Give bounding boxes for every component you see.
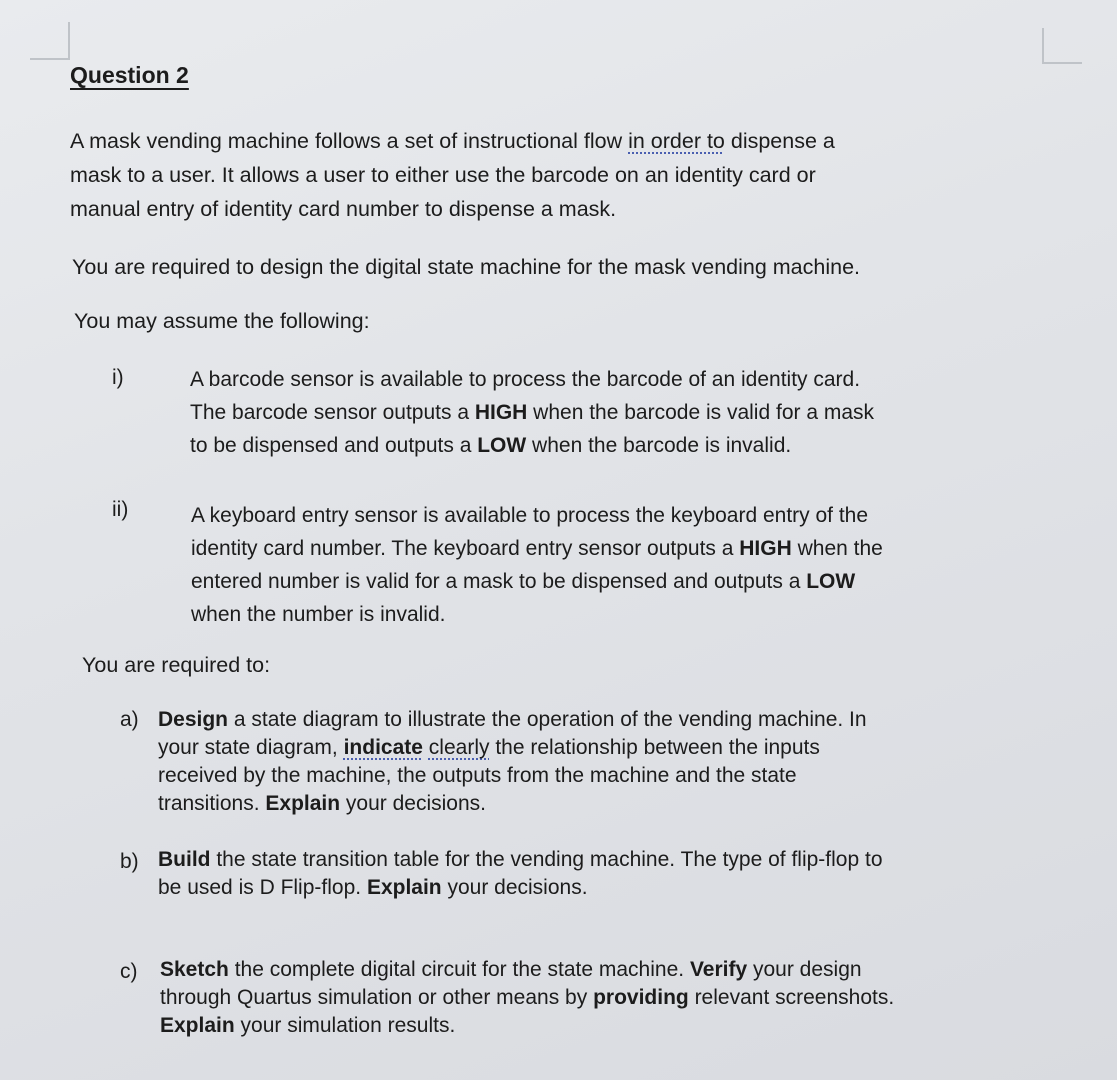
task-label: a) bbox=[120, 708, 139, 731]
question-title: Question 2 bbox=[70, 62, 189, 88]
grammar-marked-phrase: in order to bbox=[628, 129, 725, 153]
grammar-marked-word: clearly bbox=[428, 736, 490, 759]
assumption-text: A barcode sensor is available to process the barcode of an identity card. The barcode sensor outputs a HIGH when the barcode is valid for a mask to be dispensed and outputs a LOW when the barcode is invalid. bbox=[190, 368, 875, 457]
intro-line-1: A mask vending machine follows a set of instructional flow in order to dispense a bbox=[70, 129, 835, 153]
intro-paragraph bbox=[70, 124, 835, 226]
page-corner-mark-top-right bbox=[1042, 62, 1082, 64]
task-label: b) bbox=[120, 850, 139, 873]
assumption-text: A keyboard entry sensor is available to process the keyboard entry of the identity card number. The keyboard entry sensor outputs a HIGH when the entered number is valid for a mask to be dispensed and outputs a LOW when the number is invalid. bbox=[191, 504, 883, 626]
task-text: Build the state transition table for the vending machine. The type of flip-flop to be used is D Flip-flop. Explain your decisions. bbox=[158, 848, 883, 899]
intro-line-3: manual entry of identity card number to dispense a mask. bbox=[70, 197, 617, 221]
page-corner-mark-top-left bbox=[68, 22, 70, 60]
task-label: c) bbox=[120, 960, 138, 983]
required-design-sentence: You are required to design the digital state machine for the mask vending machine. bbox=[72, 255, 861, 279]
assumption-number: i) bbox=[112, 366, 124, 389]
page-corner-mark-top-right bbox=[1042, 28, 1044, 64]
task-text: Sketch the complete digital circuit for the state machine. Verify your design through Quartus simulation or other means by providing relevant screenshots. Explain your simulation results. bbox=[160, 958, 895, 1037]
task-text: Design a state diagram to illustrate the operation of the vending machine. In your state diagram, indicate clearly the relationship between the inputs received by the machine, the outputs from the machine and the state transitions. Explain your decisions. bbox=[158, 708, 867, 815]
grammar-marked-word: indicate bbox=[343, 736, 423, 759]
required-to-sentence: You are required to: bbox=[82, 653, 271, 677]
assume-sentence: You may assume the following: bbox=[74, 309, 370, 333]
intro-line-2: mask to a user. It allows a user to either use the barcode on an identity card or bbox=[70, 163, 816, 187]
page-corner-mark-top-left bbox=[30, 58, 70, 60]
assumption-number: ii) bbox=[112, 498, 129, 521]
